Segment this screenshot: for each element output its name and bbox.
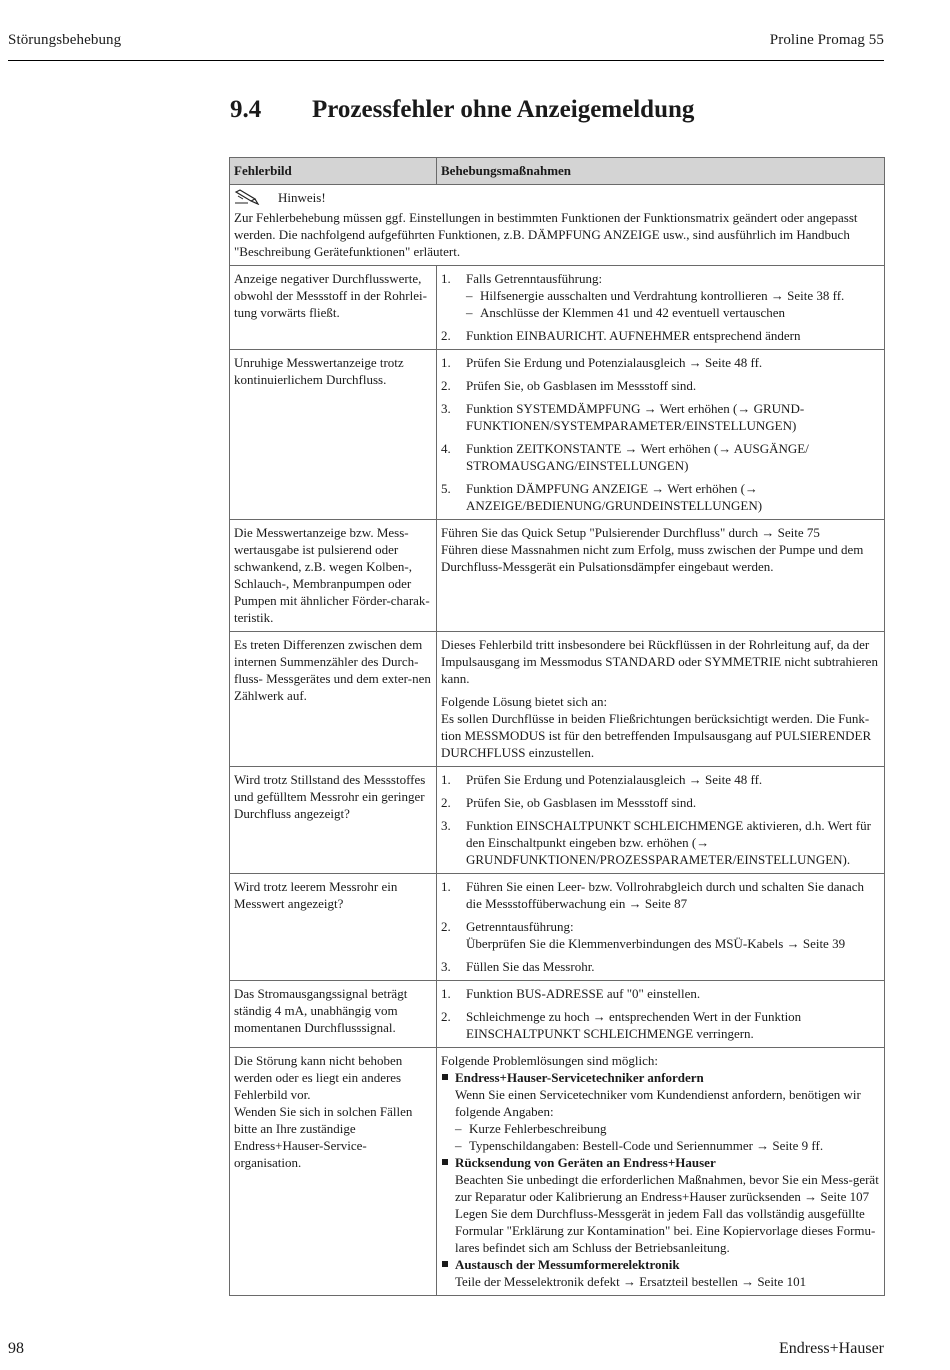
step-item	[441, 918, 880, 952]
step-text: Schleichmenge zu hoch → entsprechenden Wert in der Funktion EINSCHALTPUNKT SCHLEICHMENGE verringern.	[466, 1009, 802, 1041]
step-number: 5.	[441, 481, 451, 496]
header-product: Proline Promag 55	[769, 32, 884, 48]
step-item	[441, 270, 880, 321]
remedy-cell	[437, 520, 885, 632]
step-text: Funktion BUS-ADRESSE auf "0" einstellen.	[466, 986, 701, 1001]
symptom-text: Die Störung kann nicht behoben werden oder es liegt ein anderes Fehlerbild vor.	[234, 1053, 403, 1102]
step-item	[441, 377, 880, 394]
remedy-cell	[437, 874, 885, 981]
symptom-cell: Unruhige Messwertanzeige trotz kontinuierlichem Durchfluss.	[230, 350, 437, 520]
square-bullet-icon	[442, 1074, 448, 1080]
col-header-symptom: Fehlerbild	[230, 158, 437, 185]
step-text: Getrenntausführung:	[466, 919, 574, 934]
table-row	[230, 1048, 885, 1296]
bullet-text: Teile der Messelektronik defekt → Ersatzteil bestellen → Seite 101	[455, 1274, 807, 1289]
remedy-cell	[437, 350, 885, 520]
symptom-cell: Wird trotz leerem Messrohr ein Messwert angezeigt?	[230, 874, 437, 981]
step-number: 2.	[441, 1009, 451, 1024]
step-text: Prüfen Sie, ob Gasblasen im Messstoff sind.	[466, 378, 697, 393]
step-item	[441, 400, 880, 434]
pencil-note-icon	[234, 189, 278, 209]
bullet-item	[441, 1154, 880, 1256]
step-item	[441, 1008, 880, 1042]
step-number: 3.	[441, 959, 451, 974]
page-number: 98	[8, 1340, 24, 1357]
note-label: Hinweis!	[278, 190, 326, 205]
remedy-cell	[437, 266, 885, 350]
step-number: 4.	[441, 441, 451, 456]
step-text: Funktion ZEITKONSTANTE → Wert erhöhen (→ AUSGÄNGE/ STROMAUSGANG/EINSTELLUNGEN)	[466, 441, 809, 473]
step-text: Funktion EINBAURICHT. AUFNEHMER entsprechend ändern	[466, 328, 801, 343]
square-bullet-icon	[442, 1261, 448, 1267]
bullet-title: Rücksendung von Geräten an Endress+Hauser	[455, 1155, 716, 1170]
square-bullet-icon	[442, 1159, 448, 1165]
table-row	[230, 350, 885, 520]
dash-text: Typenschildangaben: Bestell-Code und Seriennummer → Seite 9 ff.	[469, 1138, 824, 1153]
symptom-cell: Die Messwertanzeige bzw. Mess-wertausgabe ist pulsierend oder schwankend, z.B. wegen Kolben-, Schlauch-, Membranpumpen oder Pumpen mit ähnlicher Förder-charak-teristik.	[230, 520, 437, 632]
step-number: 1.	[441, 355, 451, 370]
note-row	[230, 185, 885, 266]
table-row	[230, 632, 885, 767]
symptom-cell: Es treten Differenzen zwischen dem internen Summenzähler des Durch-fluss- Messgerätes und dem exter-nen Zählwerk auf.	[230, 632, 437, 767]
step-item	[441, 878, 880, 912]
remedy-text: Führen diese Massnahmen nicht zum Erfolg, muss zwischen der Pumpe und dem Durchfluss-Messgerät ein Pulsationsdämpfer eingebaut werden.	[441, 542, 864, 574]
step-number: 2.	[441, 378, 451, 393]
symptom-cell: Anzeige negativer Durchflusswerte, obwohl der Messstoff in der Rohrlei-tung vorwärts fließt.	[230, 266, 437, 350]
step-item	[441, 771, 880, 788]
step-text: Funktion DÄMPFUNG ANZEIGE → Wert erhöhen (→ ANZEIGE/BEDIENUNG/GRUNDEINSTELLUNGEN)	[466, 481, 763, 513]
step-item	[441, 354, 880, 371]
symptom-cell: Wird trotz Stillstand des Messstoffes und gefülltem Messrohr ein geringer Durchfluss angezeigt?	[230, 767, 437, 874]
step-text: Prüfen Sie Erdung und Potenzialausgleich → Seite 48 ff.	[466, 355, 763, 370]
remedy-text: Führen Sie das Quick Setup "Pulsierender Durchfluss" durch → Seite 75	[441, 525, 820, 540]
note-text: Zur Fehlerbehebung müssen ggf. Einstellungen in bestimmten Funktionen der Funktionsmatrix geändert oder angepasst werden. Die nachfolgend aufgeführten Funktionen, z.B. DÄMPFUNG ANZEIGE usw., sind ausführlich im Handbuch "Beschreibung Gerätefunktionen" erläutert.	[234, 210, 858, 259]
step-number: 3.	[441, 818, 451, 833]
step-text: Prüfen Sie Erdung und Potenzialausgleich → Seite 48 ff.	[466, 772, 763, 787]
step-text: Prüfen Sie, ob Gasblasen im Messstoff sind.	[466, 795, 697, 810]
step-item	[441, 480, 880, 514]
remedy-cell	[437, 632, 885, 767]
step-text: Führen Sie einen Leer- bzw. Vollrohrabgleich durch und schalten Sie danach die Messstoffüberwachung ein → Seite 87	[466, 879, 865, 911]
step-number: 1.	[441, 271, 451, 286]
dash-item: – Hilfsenergie ausschalten und Verdrahtung kontrollieren → Seite 38 ff.	[466, 288, 845, 303]
dash-text: Hilfsenergie ausschalten und Verdrahtung kontrollieren → Seite 38 ff.	[480, 288, 845, 303]
step-text: Falls Getrenntausführung:	[466, 271, 603, 286]
remedy-intro: Folgende Problemlösungen sind möglich:	[441, 1053, 659, 1068]
step-number: 1.	[441, 986, 451, 1001]
page-header	[8, 32, 884, 61]
table-row	[230, 874, 885, 981]
section-title: Prozessfehler ohne Anzeigemeldung	[312, 96, 695, 123]
bullet-title: Austausch der Messumformerelektronik	[455, 1257, 680, 1272]
bullet-text: Legen Sie dem Durchfluss-Messgerät in jedem Fall das vollständig ausgefüllte Formular "Erklärung zur Kontamination" bei. Eine Kopiervorlage dieses Formu-lares befindet sich am Schluss der Betriebsanleitung.	[455, 1206, 876, 1255]
dash-text: Anschlüsse der Klemmen 41 und 42 eventuell vertauschen	[480, 305, 786, 320]
footer-brand: Endress+Hauser	[779, 1340, 884, 1357]
remedy-cell	[437, 1048, 885, 1296]
symptom-cell	[230, 1048, 437, 1296]
step-number: 2.	[441, 919, 451, 934]
step-text: Funktion SYSTEMDÄMPFUNG → Wert erhöhen (→ GRUND-FUNKTIONEN/SYSTEMPARAMETER/EINSTELLUNGEN)	[466, 401, 805, 433]
dash-text: Kurze Fehlerbeschreibung	[469, 1121, 607, 1136]
remedy-subtext: Es sollen Durchflüsse in beiden Fließrichtungen berücksichtigt werden. Die Funk-tion MESSMODUS ist für den betreffenden Impulsausgang auf PULSIERENDER DURCHFLUSS einzustellen.	[441, 711, 872, 760]
step-number: 2.	[441, 795, 451, 810]
remedy-cell	[437, 767, 885, 874]
step-number: 3.	[441, 401, 451, 416]
step-number: 1.	[441, 772, 451, 787]
troubleshooting-table	[229, 157, 885, 1296]
table-row	[230, 520, 885, 632]
dash-item: – Anschlüsse der Klemmen 41 und 42 eventuell vertauschen	[466, 305, 786, 320]
dash-item: – Kurze Fehlerbeschreibung	[455, 1121, 607, 1136]
remedy-text	[441, 693, 880, 761]
step-item	[441, 440, 880, 474]
bullet-text: Beachten Sie unbedingt die erforderlichen Maßnahmen, bevor Sie ein Mess-gerät zur Reparatur oder Kalibrierung an Endress+Hauser zurücksenden → Seite 107	[455, 1172, 879, 1204]
table-row	[230, 266, 885, 350]
section-heading	[230, 96, 694, 124]
remedy-cell	[437, 981, 885, 1048]
bullet-title: Endress+Hauser-Servicetechniker anfordern	[455, 1070, 704, 1085]
step-item	[441, 985, 880, 1002]
bullet-item	[441, 1256, 880, 1290]
symptom-cell: Das Stromausgangssignal beträgt ständig 4 mA, unabhängig vom momentanen Durchflusssignal.	[230, 981, 437, 1048]
table-row	[230, 981, 885, 1048]
step-number: 2.	[441, 328, 451, 343]
bullet-item	[441, 1069, 880, 1154]
step-subtext: Überprüfen Sie die Klemmenverbindungen des MSÜ-Kabels → Seite 39	[466, 936, 846, 951]
section-number: 9.4	[230, 96, 262, 123]
remedy-subtitle: Folgende Lösung bietet sich an:	[441, 694, 608, 709]
step-item	[441, 817, 880, 868]
step-item	[441, 794, 880, 811]
step-text: Füllen Sie das Messrohr.	[466, 959, 595, 974]
step-item	[441, 958, 880, 975]
note-cell	[230, 185, 885, 266]
dash-item: – Typenschildangaben: Bestell-Code und Seriennummer → Seite 9 ff.	[455, 1138, 824, 1153]
table-row	[230, 767, 885, 874]
step-text: Funktion EINSCHALTPUNKT SCHLEICHMENGE aktivieren, d.h. Wert für den Einschaltpunkt eingeben bzw. erhöhen (→ GRUNDFUNKTIONEN/PROZESSPARAMETER/EINSTELLUNGEN).	[466, 818, 871, 867]
header-chapter: Störungsbehebung	[8, 32, 122, 48]
table-header-row	[230, 158, 885, 185]
symptom-text: Wenden Sie sich in solchen Fällen bitte an Ihre zuständige Endress+Hauser-Service-organisation.	[234, 1104, 413, 1170]
col-header-remedy: Behebungsmaßnahmen	[437, 158, 885, 185]
remedy-text: Dieses Fehlerbild tritt insbesondere bei Rückflüssen in der Rohrleitung auf, da der Impulsausgang im Messmodus STANDARD oder SYMMETRIE nicht subtrahieren kann.	[441, 637, 878, 686]
bullet-text: Wenn Sie einen Servicetechniker vom Kundendienst anfordern, benötigen wir folgende Angaben:	[455, 1087, 861, 1119]
step-item	[441, 327, 880, 344]
step-number: 1.	[441, 879, 451, 894]
